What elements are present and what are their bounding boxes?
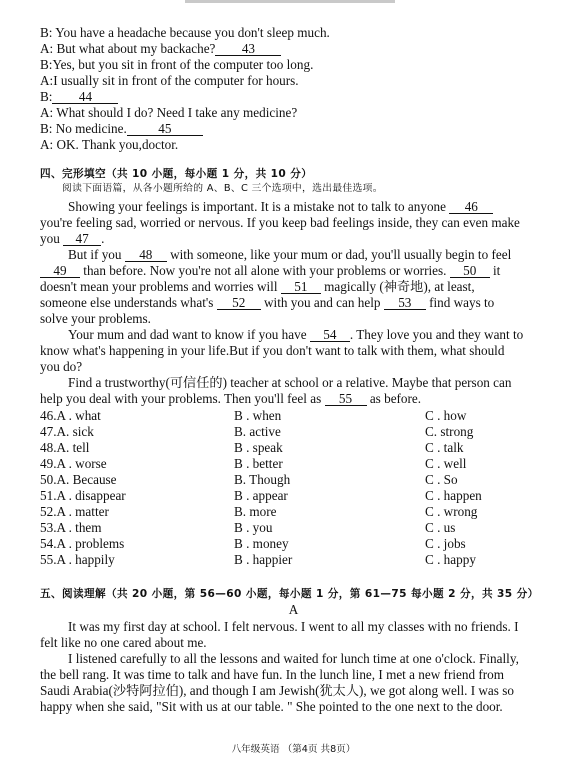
- option-b[interactable]: B . speak: [234, 440, 283, 455]
- option-a[interactable]: 52.A . matter: [40, 504, 109, 519]
- cloze-text: as before.: [369, 391, 422, 406]
- cloze-text: . They love you and they want to: [349, 327, 524, 342]
- option-c[interactable]: C . happen: [425, 488, 482, 503]
- cloze-line: solve your problems.: [40, 311, 151, 326]
- blank-49[interactable]: 49: [40, 264, 80, 278]
- option-c[interactable]: C . jobs: [425, 536, 466, 551]
- cloze-line: [40, 295, 494, 311]
- cloze-line: [68, 327, 523, 343]
- cloze-line: [40, 391, 421, 407]
- option-b[interactable]: B. active: [234, 424, 281, 439]
- option-b[interactable]: B . happier: [234, 552, 293, 567]
- cloze-text: it: [493, 263, 501, 278]
- passage-line: Saudi Arabia(沙特阿拉伯), and though I am Jewish(犹太人), we got along well. I was so: [40, 683, 514, 698]
- cloze-text: magically (神奇地), at least,: [324, 279, 475, 294]
- option-a[interactable]: 50.A. Because: [40, 472, 117, 487]
- option-b[interactable]: B . appear: [234, 488, 288, 503]
- option-b[interactable]: B. more: [234, 504, 277, 519]
- passage-line: felt like no one cared about me.: [40, 635, 207, 650]
- cloze-text: find ways to: [429, 295, 495, 310]
- passage-line: It was my first day at school. I felt nervous. I went to all my classes with no friends. I: [68, 619, 519, 634]
- option-b[interactable]: B . better: [234, 456, 283, 471]
- option-a[interactable]: 51.A . disappear: [40, 488, 126, 503]
- blank-47[interactable]: 47: [63, 232, 101, 246]
- cloze-line: [40, 231, 104, 247]
- cloze-line: Find a trustworthy(可信任的) teacher at school or a relative. Maybe that person can: [68, 375, 512, 390]
- cloze-text: you: [40, 231, 60, 246]
- option-c[interactable]: C . So: [425, 472, 458, 487]
- dialogue-line-4: A:I usually sit in front of the computer for hours.: [40, 73, 299, 88]
- blank-43[interactable]: 43: [215, 42, 281, 56]
- cloze-text: with you and can help: [264, 295, 381, 310]
- blank-55[interactable]: 55: [325, 392, 367, 406]
- blank-44[interactable]: 44: [52, 90, 118, 104]
- dialogue-line-8: A: OK. Thank you,doctor.: [40, 137, 179, 152]
- option-a[interactable]: 54.A . problems: [40, 536, 125, 551]
- dialogue-line-2-text: A: But what about my backache?: [40, 41, 216, 56]
- dialogue-line-3: B:Yes, but you sit in front of the computer too long.: [40, 57, 314, 72]
- option-a[interactable]: 53.A . them: [40, 520, 102, 535]
- cloze-text: than before. Now you're not all alone with your problems or worries.: [83, 263, 447, 278]
- passage-line: the bell rang. It was time to talk and have fun. In the lunch line, I met a new friend from: [40, 667, 504, 682]
- blank-54[interactable]: 54: [310, 328, 350, 342]
- blank-51[interactable]: 51: [281, 280, 321, 294]
- cloze-line: you're feeling sad, worried or nervous. If you keep bad feelings inside, they can even make: [40, 215, 520, 230]
- passage-line: happy when she said, "Sit with us at our table. " She pointed to the one next to the door.: [40, 699, 503, 714]
- cloze-text: with someone, like your mum or dad, you'll usually begin to feel: [170, 247, 512, 262]
- blank-52[interactable]: 52: [217, 296, 261, 310]
- passage-label: A: [288, 602, 299, 617]
- dialogue-line-1: B: You have a headache because you don't sleep much.: [40, 25, 330, 40]
- page-footer: 八年级英语 （第4页 共8页）: [231, 744, 356, 755]
- cloze-text: someone else understands what's: [40, 295, 214, 310]
- cloze-text: help you deal with your problems. Then you'll feel as: [40, 391, 322, 406]
- option-a[interactable]: 55.A . happily: [40, 552, 115, 567]
- dialogue-line-7-text: B: No medicine.: [40, 121, 127, 136]
- option-c[interactable]: C . us: [425, 520, 456, 535]
- option-a[interactable]: 47.A. sick: [40, 424, 94, 439]
- option-a[interactable]: 49.A . worse: [40, 456, 107, 471]
- option-c[interactable]: C . talk: [425, 440, 464, 455]
- blank-46[interactable]: 46: [449, 200, 493, 214]
- section-5-heading: 五、阅读理解（共 20 小题，第 56—60 小题，每小题 1 分，第 61—75 每小题 2 分，共 35 分）: [40, 588, 539, 600]
- passage-line: I listened carefully to all the lessons and waited for lunch time at one o'clock. Finally,: [68, 651, 519, 666]
- page-top-edge: [185, 0, 395, 3]
- cloze-text: But if you: [68, 247, 122, 262]
- option-b[interactable]: B . when: [234, 408, 282, 423]
- cloze-text: .: [101, 231, 105, 246]
- blank-45[interactable]: 45: [127, 122, 203, 136]
- cloze-line: you do?: [40, 359, 83, 374]
- cloze-line: [68, 199, 493, 215]
- blank-53[interactable]: 53: [384, 296, 426, 310]
- cloze-text: Showing your feelings is important. It is a mistake not to talk to anyone: [68, 199, 446, 214]
- dialogue-line-5: [40, 89, 118, 105]
- option-b[interactable]: B . money: [234, 536, 289, 551]
- option-b[interactable]: B . you: [234, 520, 273, 535]
- option-c[interactable]: C . happy: [425, 552, 476, 567]
- option-b[interactable]: B. Though: [234, 472, 291, 487]
- option-c[interactable]: C . how: [425, 408, 467, 423]
- cloze-line: know what's happening in your life.But if you don't want to talk with them, what should: [40, 343, 505, 358]
- cloze-line: [68, 247, 511, 263]
- option-c[interactable]: C . well: [425, 456, 467, 471]
- dialogue-line-5-text: B:: [40, 89, 53, 104]
- cloze-line: [40, 279, 475, 295]
- blank-48[interactable]: 48: [125, 248, 167, 262]
- option-c[interactable]: C. strong: [425, 424, 474, 439]
- blank-50[interactable]: 50: [450, 264, 490, 278]
- option-c[interactable]: C . wrong: [425, 504, 478, 519]
- cloze-line: [40, 263, 500, 279]
- cloze-text: Your mum and dad want to know if you have: [68, 327, 307, 342]
- section-4-heading: 四、完形填空（共 10 小题，每小题 1 分，共 10 分）: [40, 168, 313, 180]
- option-a[interactable]: 48.A. tell: [40, 440, 90, 455]
- section-4-instruction: 阅读下面语篇，从各小题所给的 A、B、C 三个选项中，选出最佳选项。: [62, 183, 383, 194]
- dialogue-line-6: A: What should I do? Need I take any medicine?: [40, 105, 298, 120]
- dialogue-line-2: [40, 41, 281, 57]
- option-a[interactable]: 46.A . what: [40, 408, 101, 423]
- cloze-text: doesn't mean your problems and worries will: [40, 279, 278, 294]
- dialogue-line-7: [40, 121, 203, 137]
